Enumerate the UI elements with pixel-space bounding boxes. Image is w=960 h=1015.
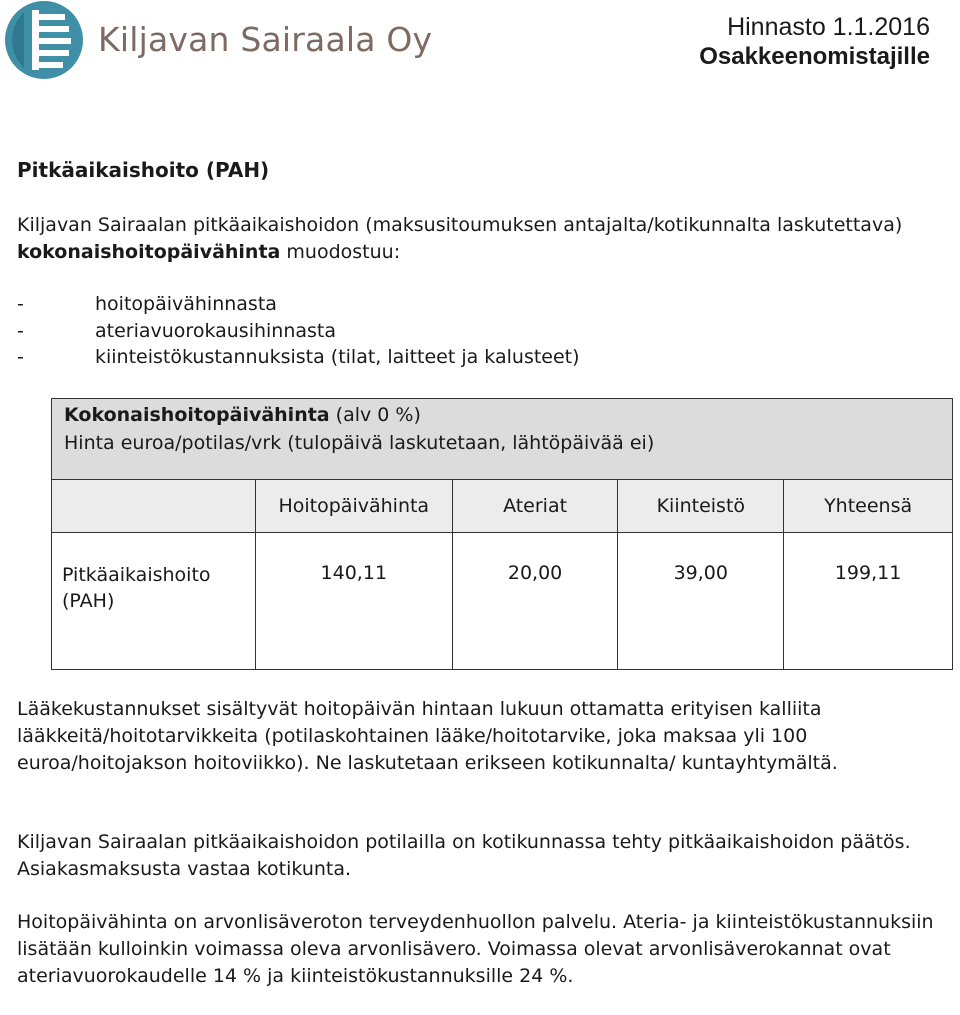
medication-costs-paragraph: Lääkekustannukset sisältyvät hoitopäivän hintaan lukuun ottamatta erityisen kalliita lääkkeitä/hoitotarvikkeita (potilaskohtainen lääke/hoitotarvike, joka maksaa yli 100 euroa/hoitojakson hoitoviikko). Ne laskutetaan erikseen kotikunnalta/ kuntayhtymältä. <box>17 698 838 774</box>
table-row <box>52 533 953 670</box>
list-item <box>17 291 580 318</box>
audience-label: Osakkeenomistajille <box>699 43 930 70</box>
caption-subtitle: Hinta euroa/potilas/vrk (tulopäivä laskutetaan, lähtöpäivää ei) <box>64 432 655 454</box>
table-header-row <box>52 480 953 533</box>
price-components-list <box>17 291 580 371</box>
logo-mark-icon <box>2 0 88 80</box>
intro-text-start: Kiljavan Sairaalan pitkäaikaishoidon (maksusitoumuksen antajalta/kotikunnalta laskutettava) <box>17 214 903 236</box>
caption-title: Kokonaishoitopäivähinta <box>64 404 330 426</box>
table-caption <box>52 399 953 480</box>
price-cell: 20,00 <box>452 533 618 670</box>
price-cell: 140,11 <box>255 533 452 670</box>
list-item-text: ateriavuorokausihinnasta <box>95 319 337 342</box>
section-title: Pitkäaikaishoito (PAH) <box>17 158 270 182</box>
column-header: Kiinteistö <box>618 480 784 533</box>
company-name: Kiljavan Sairaala Oy <box>98 20 433 59</box>
column-header: Ateriat <box>452 480 618 533</box>
price-cell: 39,00 <box>618 533 784 670</box>
column-header: Yhteensä <box>784 480 953 533</box>
column-header: Hoitopäivähinta <box>255 480 452 533</box>
intro-text-bold: kokonaishoitopäivähinta <box>17 241 281 263</box>
total-price-cell: 199,11 <box>784 533 953 670</box>
row-label: Pitkäaikaishoito (PAH) <box>52 533 256 670</box>
list-item <box>17 318 580 345</box>
pricelist-date: Hinnasto 1.1.2016 <box>727 13 930 41</box>
intro-text-end: muodostuu: <box>280 241 401 263</box>
list-dash: - <box>17 293 24 315</box>
list-item <box>17 344 580 371</box>
vat-paragraph: Hoitopäivähinta on arvonlisäveroton terveydenhuollon palvelu. Ateria- ja kiinteistökustannuksiin lisätään kulloinkin voimassa oleva arvonlisävero. Voimassa olevat arvonlisäverokannat ovat ateriavuorokaudelle 14 % ja kiinteistökustannuksille 24 %. <box>17 911 934 987</box>
price-table <box>51 398 953 670</box>
list-dash: - <box>17 346 24 368</box>
list-item-text: hoitopäivähinnasta <box>95 293 277 315</box>
document-header <box>699 12 930 72</box>
decision-paragraph: Kiljavan Sairaalan pitkäaikaishoidon potilailla on kotikunnassa tehty pitkäaikaishoidon päätös. Asiakasmaksusta vastaa kotikunta. <box>17 831 911 880</box>
header-empty-cell <box>52 480 256 533</box>
company-logo <box>2 0 432 80</box>
list-dash: - <box>17 319 24 342</box>
intro-paragraph <box>17 212 937 266</box>
list-item-text: kiinteistökustannuksista (tilat, laitteet ja kalusteet) <box>95 346 580 368</box>
caption-vat: (alv 0 %) <box>329 404 421 426</box>
